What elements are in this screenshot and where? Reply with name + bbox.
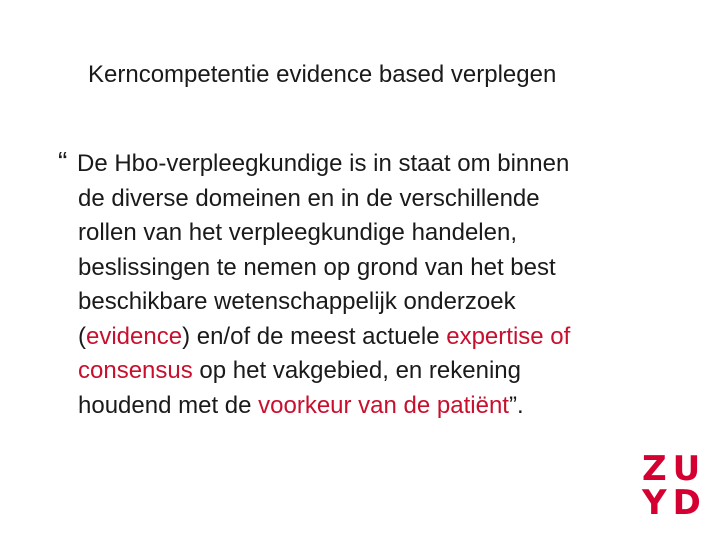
highlight-consensus: consensus xyxy=(78,357,193,384)
quote-line-3: rollen van het verpleegkundige handelen, xyxy=(78,219,517,246)
quote-segment-text: ) en/of de meest actuele xyxy=(182,322,447,350)
highlight-evidence: evidence xyxy=(86,322,183,350)
quote-segment-text: houdend met de xyxy=(78,391,259,419)
quote-line-5: beschikbare wetenschappelijk onderzoek xyxy=(78,288,516,315)
quote-line-2: de diverse domeinen en in de verschillende xyxy=(78,184,540,212)
quote-line-7 xyxy=(78,354,678,389)
quote-segment-paren: ( xyxy=(78,322,86,350)
slide-title: Kerncompetentie evidence based verplegen xyxy=(88,61,557,88)
quote-text xyxy=(78,147,678,423)
quote-line-1: De Hbo-verpleegkundige is in staat om binnen xyxy=(77,150,570,177)
quote-segment-text: op het vakgebied, en rekening xyxy=(192,357,521,384)
logo-line-2: YD xyxy=(642,483,707,523)
highlight-patient-preference: voorkeur van de patiënt xyxy=(258,391,509,419)
quote-line-8 xyxy=(78,389,678,424)
closing-quote-mark: ”. xyxy=(508,391,524,419)
quote-line-4: beslissingen te nemen op grond van het best xyxy=(78,253,556,281)
logo-line-1: ZU xyxy=(642,449,707,489)
opening-quote-mark: “ xyxy=(58,146,68,177)
zuyd-logo xyxy=(642,449,707,523)
highlight-expertise: expertise of xyxy=(446,322,571,350)
quote-line-6 xyxy=(78,320,678,355)
